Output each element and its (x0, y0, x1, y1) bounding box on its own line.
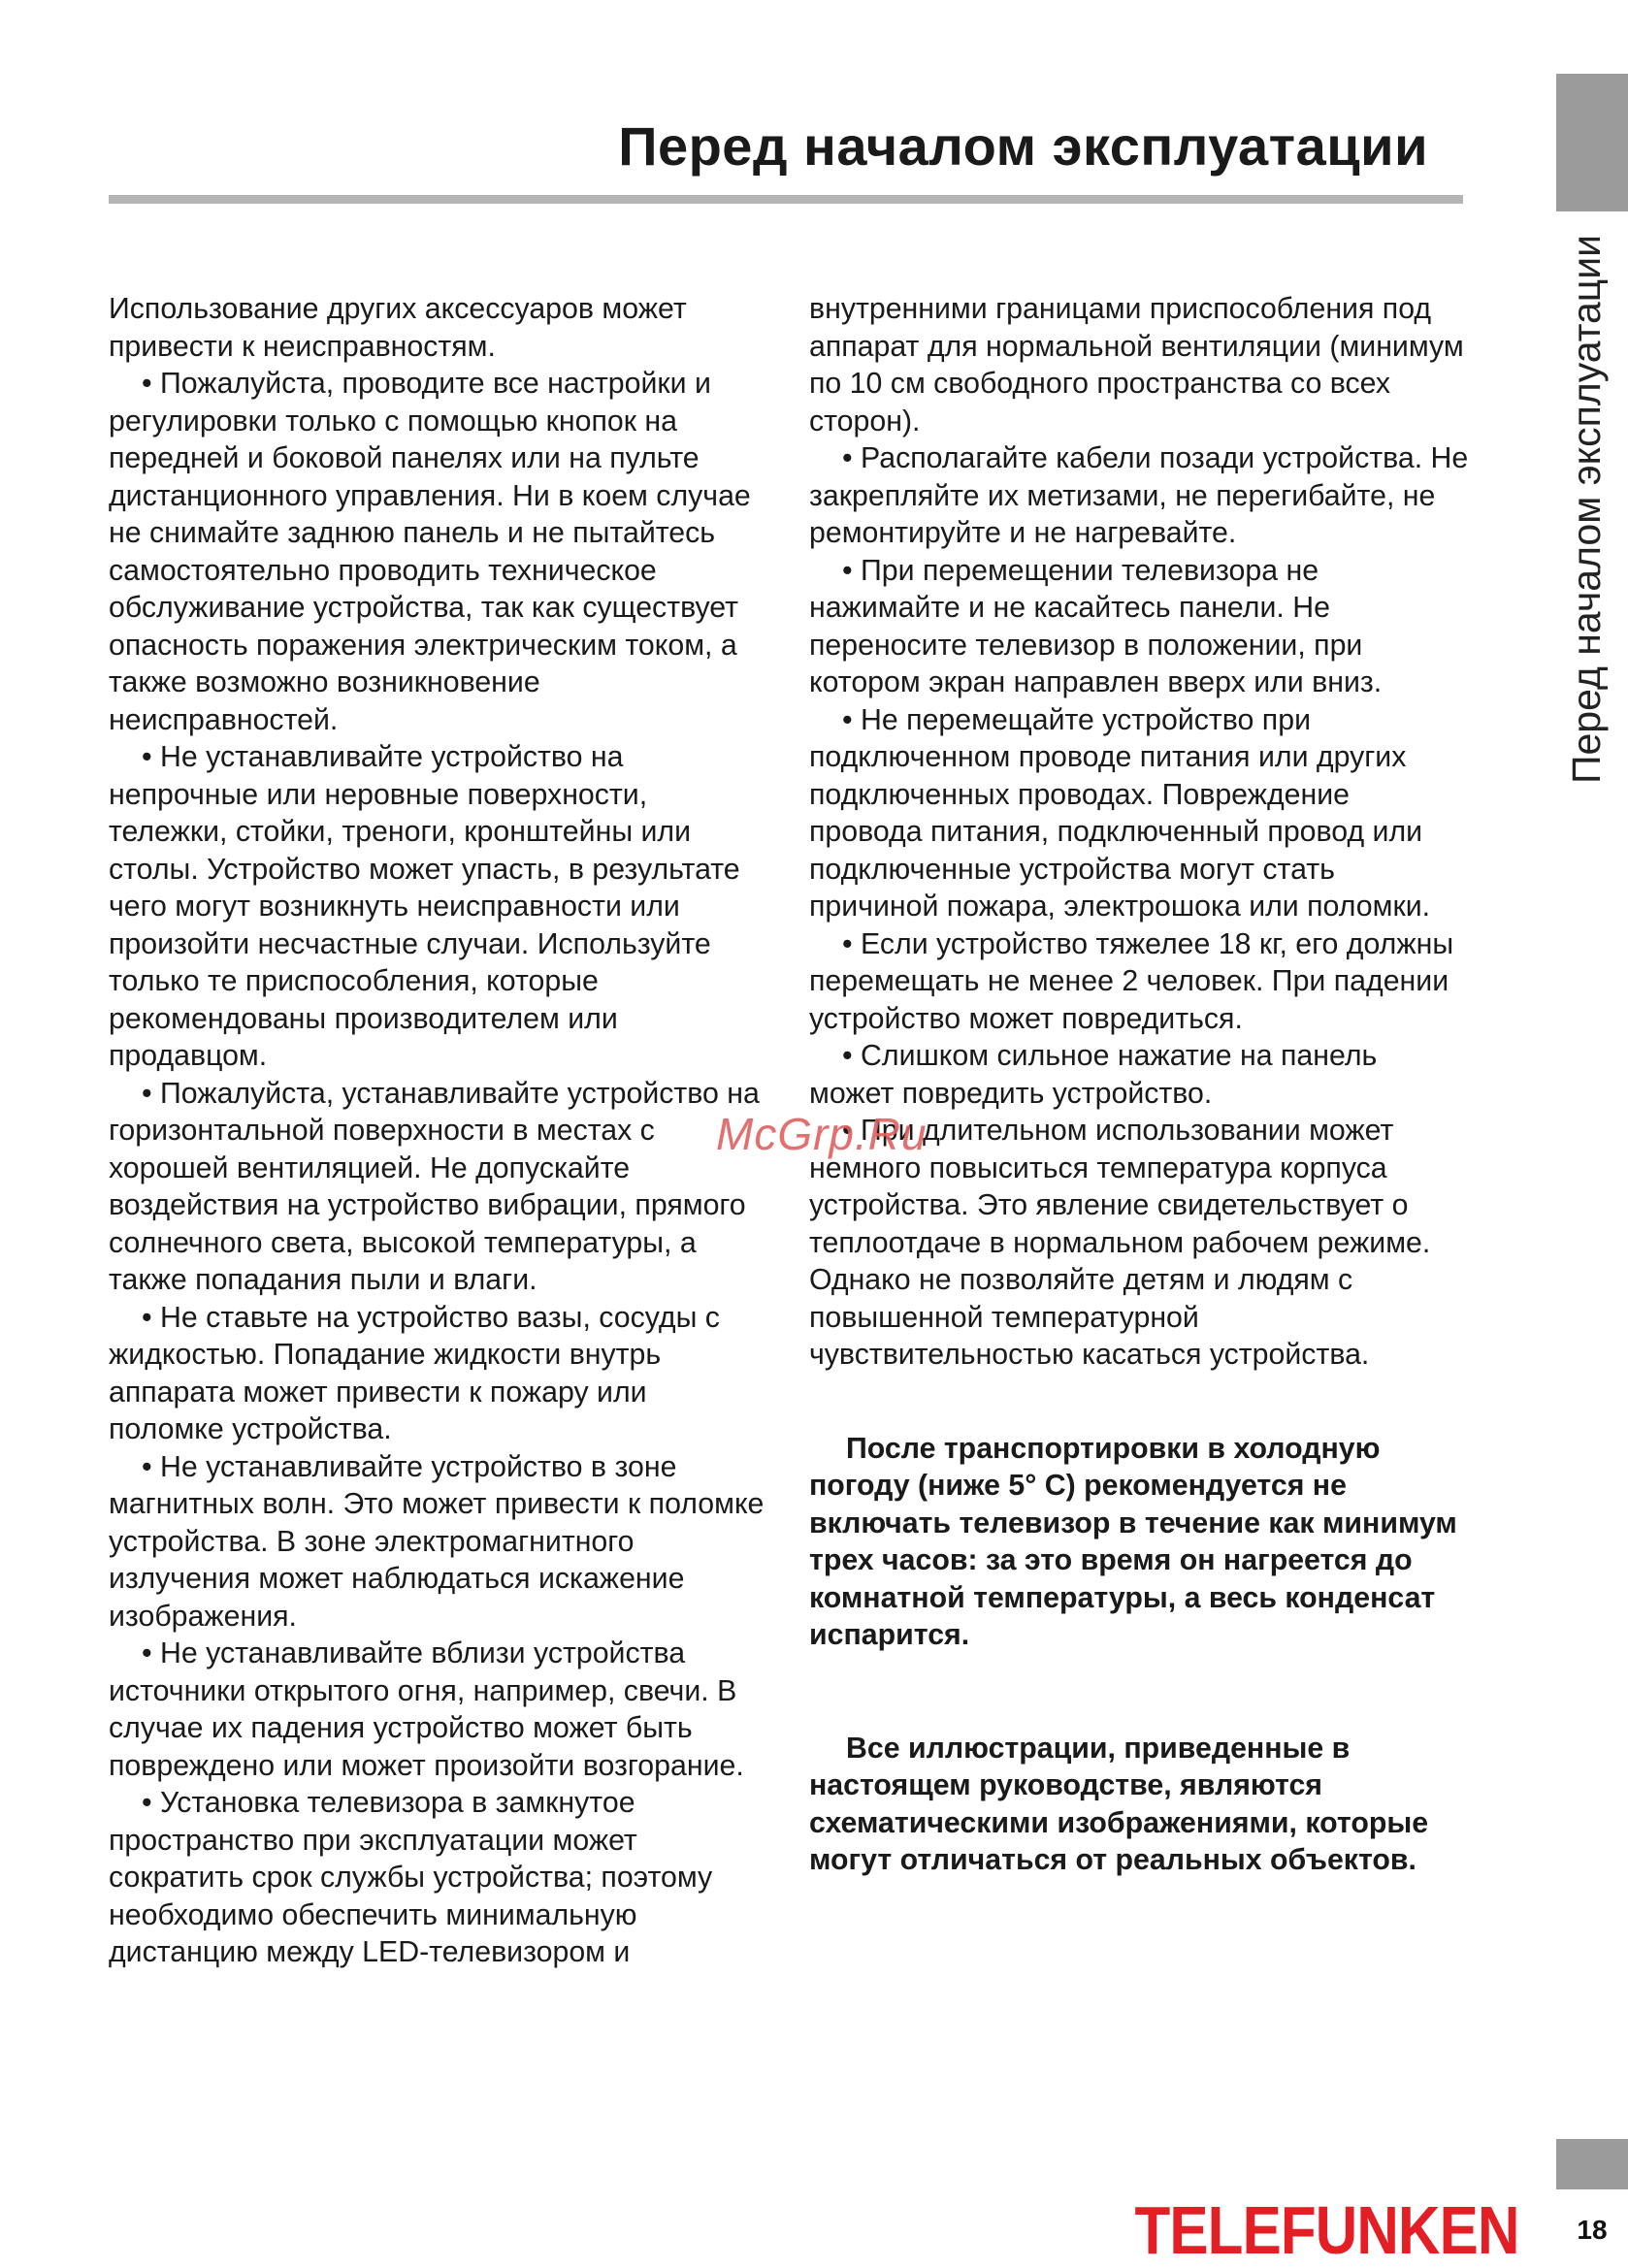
bullet-paragraph: • Не устанавливайте устройство на непрочные или неровные поверхности, тележки, стойки, треноги, кронштейны или столы. Устройство может упасть, в результате чего могут возникнуть неисправности или произойти несчастные случаи. Используйте только те приспособления, которые рекомендованы производителем или продавцом. (109, 741, 740, 1072)
brand-logo: TELEFUNKEN (1134, 2192, 1519, 2268)
bullet-paragraph: • При перемещении телевизора не нажимайте и не касайтесь панели. Не переносите телевизор в положении, при котором экран направлен вверх или вниз. (809, 554, 1383, 698)
bullet-paragraph: • Если устройство тяжелее 18 кг, его должны перемещать не менее 2 человек. При падении устройство может повредиться. (809, 927, 1454, 1035)
bullet-paragraph: • Слишком сильное нажатие на панель может повредить устройство. (809, 1040, 1378, 1110)
paragraph: внутренними границами приспособления под аппарат для нормальной вентиляции (минимум по 10 см свободного пространства со всех сторон). (809, 293, 1464, 437)
right-column (809, 291, 1469, 1880)
cold-transport-notice: После транспортировки в холодную погоду (ниже 5° C) рекомендуется не включать телевизор в течение как минимум трех часов: за это время он нагреется до комнатной температуры, а весь конденсат испарится. (809, 1432, 1457, 1651)
side-tab-label: Перед началом эксплуатации (1564, 234, 1609, 784)
left-column (109, 291, 768, 1972)
illustrations-notice: Все иллюстрации, приведенные в настоящем руководстве, являются схематическими изображениями, которые могут отличаться от реальных объектов. (809, 1732, 1429, 1876)
bullet-paragraph: • Не ставьте на устройство вазы, сосуды с жидкостью. Попадание жидкости внутрь аппарата может привести к пожару или поломке устройства. (109, 1301, 720, 1445)
header-divider (109, 195, 1463, 204)
bullet-paragraph: • Пожалуйста, проводите все настройки и регулировки только с помощью кнопок на передней и боковой панелях или на пульте дистанционного управления. Ни в коем случае не снимайте заднюю панель и не пытайтесь самостоятельно проводить техническое обслуживание устройства, так как существует опасность поражения электрическим током, а также возможно возникновение неисправностей. (109, 368, 751, 736)
bullet-paragraph: • Располагайте кабели позади устройства. Не закрепляйте их метизами, не перегибайте, не ремонтируйте и не нагревайте. (809, 442, 1469, 549)
bullet-paragraph: • Пожалуйста, устанавливайте устройство на горизонтальной поверхности в местах с хорошей вентиляцией. Не допускайте воздействия на устройство вибрации, прямого солнечного света, высокой температуры, а также попадания пыли и влаги. (109, 1077, 760, 1296)
bullet-paragraph: • Не перемещайте устройство при подключенном проводе питания или других подключенных проводах. Повреждение провода питания, подключенный провод или подключенные устройства могут стать причиной пожара, электрошока или поломки. (809, 703, 1431, 923)
bullet-paragraph: • Не устанавливайте вблизи устройства источники открытого огня, например, свечи. В случае их падения устройство может быть повреждено или может произойти возгорание. (109, 1637, 744, 1782)
side-tab-block (1556, 74, 1628, 211)
page-number: 18 (1577, 2215, 1608, 2245)
page-number-block (1556, 2139, 1628, 2189)
watermark: McGrp.Ru (716, 1109, 928, 1159)
paragraph: Использование других аксессуаров может привести к неисправностям. (109, 293, 687, 363)
bullet-paragraph: • Установка телевизора в замкнутое пространство при эксплуатации может сократить срок службы устройства; поэтому необходимо обеспечить минимальную дистанцию между LED-телевизором и (109, 1787, 713, 1968)
bullet-paragraph: • При длительном использовании может немного повыситься температура корпуса устройства. Это явление свидетельствует о теплоотдаче в нормальном рабочем режиме. Однако не позволяйте детям и людям с повышенной температурной чувствительностью касаться устройства. (809, 1115, 1431, 1371)
bullet-paragraph: • Не устанавливайте устройство в зоне магнитных волн. Это может привести к поломке устройства. В зоне электромагнитного излучения может наблюдаться искажение изображения. (109, 1450, 765, 1633)
page-title: Перед началом эксплуатации (618, 115, 1428, 177)
